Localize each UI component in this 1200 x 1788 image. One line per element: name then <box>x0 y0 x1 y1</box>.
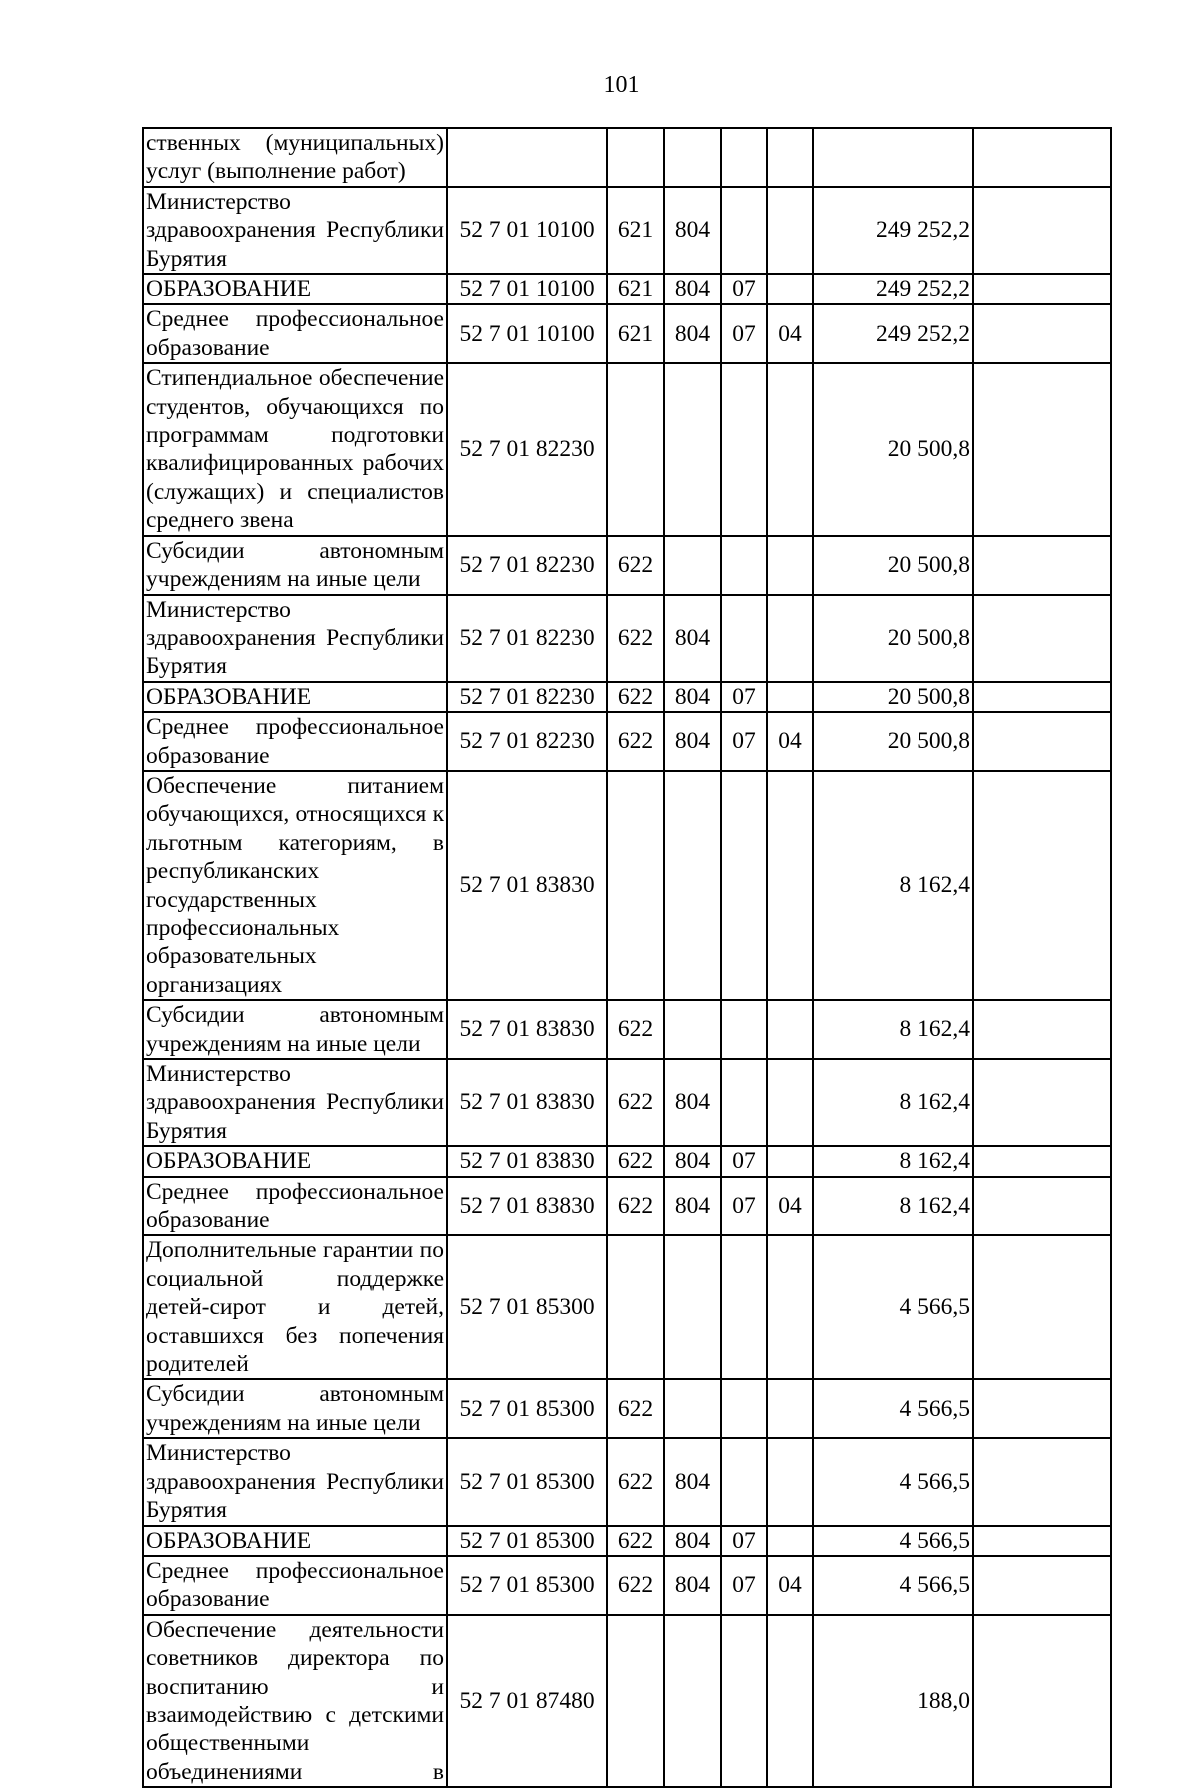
row-empty-cell <box>973 771 1111 1000</box>
row-section <box>721 1615 767 1787</box>
row-amount: 8 162,4 <box>813 1059 973 1146</box>
table-row <box>143 1146 1111 1176</box>
row-expense-type: 622 <box>607 1556 664 1615</box>
row-subsection <box>767 771 813 1000</box>
row-section: 07 <box>721 274 767 304</box>
row-expense-type: 622 <box>607 712 664 771</box>
row-empty-cell <box>973 187 1111 274</box>
row-empty-cell <box>973 1438 1111 1525</box>
row-section <box>721 187 767 274</box>
row-budget-administrator: 804 <box>664 595 721 682</box>
row-name: Среднее профессиональное образование <box>143 1177 447 1236</box>
row-target-article: 52 7 01 82230 <box>447 712 607 771</box>
table-row <box>143 1379 1111 1438</box>
table-row <box>143 595 1111 682</box>
row-amount: 188,0 <box>813 1615 973 1787</box>
row-subsection <box>767 1438 813 1525</box>
row-expense-type <box>607 771 664 1000</box>
row-subsection <box>767 1379 813 1438</box>
table-row <box>143 187 1111 274</box>
row-section: 07 <box>721 1177 767 1236</box>
row-amount: 4 566,5 <box>813 1556 973 1615</box>
table-row <box>143 1235 1111 1379</box>
budget-table-body <box>143 128 1111 1787</box>
row-expense-type: 622 <box>607 1379 664 1438</box>
row-name: ОБРАЗОВАНИЕ <box>143 682 447 712</box>
row-name: Стипендиальное обеспечение студентов, обучающихся по программам подготовки квалифицированных рабочих (служащих) и специалистов среднего звена <box>143 363 447 535</box>
row-amount: 20 500,8 <box>813 712 973 771</box>
row-budget-administrator: 804 <box>664 304 721 363</box>
row-empty-cell <box>973 1526 1111 1556</box>
table-row <box>143 1000 1111 1059</box>
row-expense-type <box>607 363 664 535</box>
row-budget-administrator <box>664 1000 721 1059</box>
row-empty-cell <box>973 536 1111 595</box>
row-expense-type: 622 <box>607 1177 664 1236</box>
row-budget-administrator <box>664 771 721 1000</box>
row-section <box>721 771 767 1000</box>
row-subsection: 04 <box>767 1556 813 1615</box>
table-row <box>143 1059 1111 1146</box>
row-amount: 8 162,4 <box>813 1177 973 1236</box>
row-subsection <box>767 128 813 187</box>
row-amount: 20 500,8 <box>813 536 973 595</box>
row-subsection <box>767 187 813 274</box>
row-subsection: 04 <box>767 304 813 363</box>
row-empty-cell <box>973 1235 1111 1379</box>
row-budget-administrator <box>664 536 721 595</box>
row-section: 07 <box>721 1526 767 1556</box>
row-section <box>721 1379 767 1438</box>
table-row <box>143 682 1111 712</box>
row-subsection <box>767 1000 813 1059</box>
row-budget-administrator: 804 <box>664 1526 721 1556</box>
row-name: Субсидии автономным учреждениям на иные цели <box>143 1000 447 1059</box>
row-budget-administrator: 804 <box>664 1146 721 1176</box>
row-target-article: 52 7 01 10100 <box>447 274 607 304</box>
table-row <box>143 1615 1111 1787</box>
row-section <box>721 1235 767 1379</box>
row-budget-administrator: 804 <box>664 712 721 771</box>
table-row <box>143 536 1111 595</box>
row-name: Дополнительные гарантии по социальной поддержке детей-сирот и детей, оставшихся без попечения родителей <box>143 1235 447 1379</box>
row-target-article: 52 7 01 82230 <box>447 536 607 595</box>
row-empty-cell <box>973 128 1111 187</box>
row-subsection: 04 <box>767 1177 813 1236</box>
row-name: Среднее профессиональное образование <box>143 304 447 363</box>
row-expense-type: 621 <box>607 274 664 304</box>
row-empty-cell <box>973 682 1111 712</box>
row-amount: 20 500,8 <box>813 363 973 535</box>
row-section <box>721 1000 767 1059</box>
row-subsection <box>767 1059 813 1146</box>
row-target-article: 52 7 01 10100 <box>447 304 607 363</box>
row-name: Министерство здравоохранения Республики Бурятия <box>143 1059 447 1146</box>
page-number: 101 <box>603 72 640 98</box>
row-target-article: 52 7 01 82230 <box>447 363 607 535</box>
row-target-article: 52 7 01 10100 <box>447 187 607 274</box>
row-name: Среднее профессиональное образование <box>143 1556 447 1615</box>
row-section: 07 <box>721 712 767 771</box>
row-amount: 20 500,8 <box>813 595 973 682</box>
row-empty-cell <box>973 1000 1111 1059</box>
row-subsection: 04 <box>767 712 813 771</box>
row-target-article: 52 7 01 85300 <box>447 1526 607 1556</box>
row-budget-administrator: 804 <box>664 682 721 712</box>
row-name: Обеспечение питанием обучающихся, относящихся к льготным категориям, в республиканских государственных профессиональных образовательных организациях <box>143 771 447 1000</box>
row-amount: 8 162,4 <box>813 1146 973 1176</box>
row-expense-type: 622 <box>607 595 664 682</box>
row-section <box>721 1438 767 1525</box>
row-subsection <box>767 1615 813 1787</box>
row-expense-type: 622 <box>607 1438 664 1525</box>
row-name: Среднее профессиональное образование <box>143 712 447 771</box>
table-row <box>143 274 1111 304</box>
row-amount <box>813 128 973 187</box>
row-amount: 4 566,5 <box>813 1235 973 1379</box>
row-budget-administrator <box>664 128 721 187</box>
row-target-article: 52 7 01 85300 <box>447 1438 607 1525</box>
row-empty-cell <box>973 1556 1111 1615</box>
row-empty-cell <box>973 1059 1111 1146</box>
row-name: Субсидии автономным учреждениям на иные цели <box>143 1379 447 1438</box>
row-amount: 4 566,5 <box>813 1379 973 1438</box>
row-name: Министерство здравоохранения Республики Бурятия <box>143 595 447 682</box>
row-expense-type: 621 <box>607 304 664 363</box>
row-target-article: 52 7 01 85300 <box>447 1556 607 1615</box>
row-empty-cell <box>973 712 1111 771</box>
row-expense-type: 622 <box>607 1526 664 1556</box>
row-section: 07 <box>721 682 767 712</box>
row-expense-type <box>607 1235 664 1379</box>
row-empty-cell <box>973 274 1111 304</box>
row-budget-administrator: 804 <box>664 1438 721 1525</box>
row-expense-type <box>607 128 664 187</box>
row-subsection <box>767 274 813 304</box>
row-empty-cell <box>973 1146 1111 1176</box>
row-target-article: 52 7 01 85300 <box>447 1235 607 1379</box>
row-subsection <box>767 682 813 712</box>
row-name: Обеспечение деятельности советников директора по воспитанию и взаимодействию с детскими общественными объединениями в <box>143 1615 447 1787</box>
row-target-article: 52 7 01 83830 <box>447 771 607 1000</box>
row-amount: 249 252,2 <box>813 304 973 363</box>
row-empty-cell <box>973 595 1111 682</box>
table-row <box>143 1556 1111 1615</box>
table-row <box>143 712 1111 771</box>
row-subsection <box>767 363 813 535</box>
row-empty-cell <box>973 1177 1111 1236</box>
row-budget-administrator <box>664 1615 721 1787</box>
row-budget-administrator: 804 <box>664 1177 721 1236</box>
row-target-article: 52 7 01 83830 <box>447 1000 607 1059</box>
row-expense-type: 622 <box>607 1059 664 1146</box>
row-expense-type: 622 <box>607 682 664 712</box>
row-amount: 20 500,8 <box>813 682 973 712</box>
table-row <box>143 771 1111 1000</box>
row-empty-cell <box>973 363 1111 535</box>
row-name: ОБРАЗОВАНИЕ <box>143 274 447 304</box>
row-target-article: 52 7 01 85300 <box>447 1379 607 1438</box>
row-budget-administrator <box>664 1379 721 1438</box>
row-name: ОБРАЗОВАНИЕ <box>143 1146 447 1176</box>
row-subsection <box>767 1526 813 1556</box>
row-amount: 249 252,2 <box>813 187 973 274</box>
row-target-article <box>447 128 607 187</box>
row-expense-type: 622 <box>607 536 664 595</box>
row-target-article: 52 7 01 82230 <box>447 682 607 712</box>
row-section <box>721 1059 767 1146</box>
row-section <box>721 128 767 187</box>
row-expense-type: 621 <box>607 187 664 274</box>
row-amount: 8 162,4 <box>813 1000 973 1059</box>
row-section <box>721 595 767 682</box>
row-section <box>721 363 767 535</box>
table-row <box>143 128 1111 187</box>
row-name: Субсидии автономным учреждениям на иные цели <box>143 536 447 595</box>
row-target-article: 52 7 01 82230 <box>447 595 607 682</box>
row-subsection <box>767 536 813 595</box>
table-row <box>143 363 1111 535</box>
row-subsection <box>767 1146 813 1176</box>
row-expense-type: 622 <box>607 1146 664 1176</box>
row-target-article: 52 7 01 83830 <box>447 1146 607 1176</box>
row-empty-cell <box>973 304 1111 363</box>
row-budget-administrator: 804 <box>664 1556 721 1615</box>
row-section: 07 <box>721 1146 767 1176</box>
row-empty-cell <box>973 1379 1111 1438</box>
row-section: 07 <box>721 1556 767 1615</box>
row-amount: 4 566,5 <box>813 1526 973 1556</box>
row-name: ственных (муниципальных) услуг (выполнение работ) <box>143 128 447 187</box>
row-budget-administrator: 804 <box>664 187 721 274</box>
row-target-article: 52 7 01 83830 <box>447 1059 607 1146</box>
row-amount: 249 252,2 <box>813 274 973 304</box>
row-target-article: 52 7 01 87480 <box>447 1615 607 1787</box>
row-budget-administrator <box>664 363 721 535</box>
row-budget-administrator: 804 <box>664 274 721 304</box>
row-empty-cell <box>973 1615 1111 1787</box>
table-row <box>143 1177 1111 1236</box>
budget-table <box>142 127 1112 1788</box>
row-expense-type: 622 <box>607 1000 664 1059</box>
row-budget-administrator <box>664 1235 721 1379</box>
row-amount: 8 162,4 <box>813 771 973 1000</box>
row-section <box>721 536 767 595</box>
row-name: ОБРАЗОВАНИЕ <box>143 1526 447 1556</box>
row-section: 07 <box>721 304 767 363</box>
row-subsection <box>767 595 813 682</box>
table-row <box>143 1438 1111 1525</box>
table-row <box>143 1526 1111 1556</box>
row-name: Министерство здравоохранения Республики Бурятия <box>143 1438 447 1525</box>
row-subsection <box>767 1235 813 1379</box>
row-budget-administrator: 804 <box>664 1059 721 1146</box>
row-amount: 4 566,5 <box>813 1438 973 1525</box>
row-expense-type <box>607 1615 664 1787</box>
row-target-article: 52 7 01 83830 <box>447 1177 607 1236</box>
row-name: Министерство здравоохранения Республики Бурятия <box>143 187 447 274</box>
table-row <box>143 304 1111 363</box>
